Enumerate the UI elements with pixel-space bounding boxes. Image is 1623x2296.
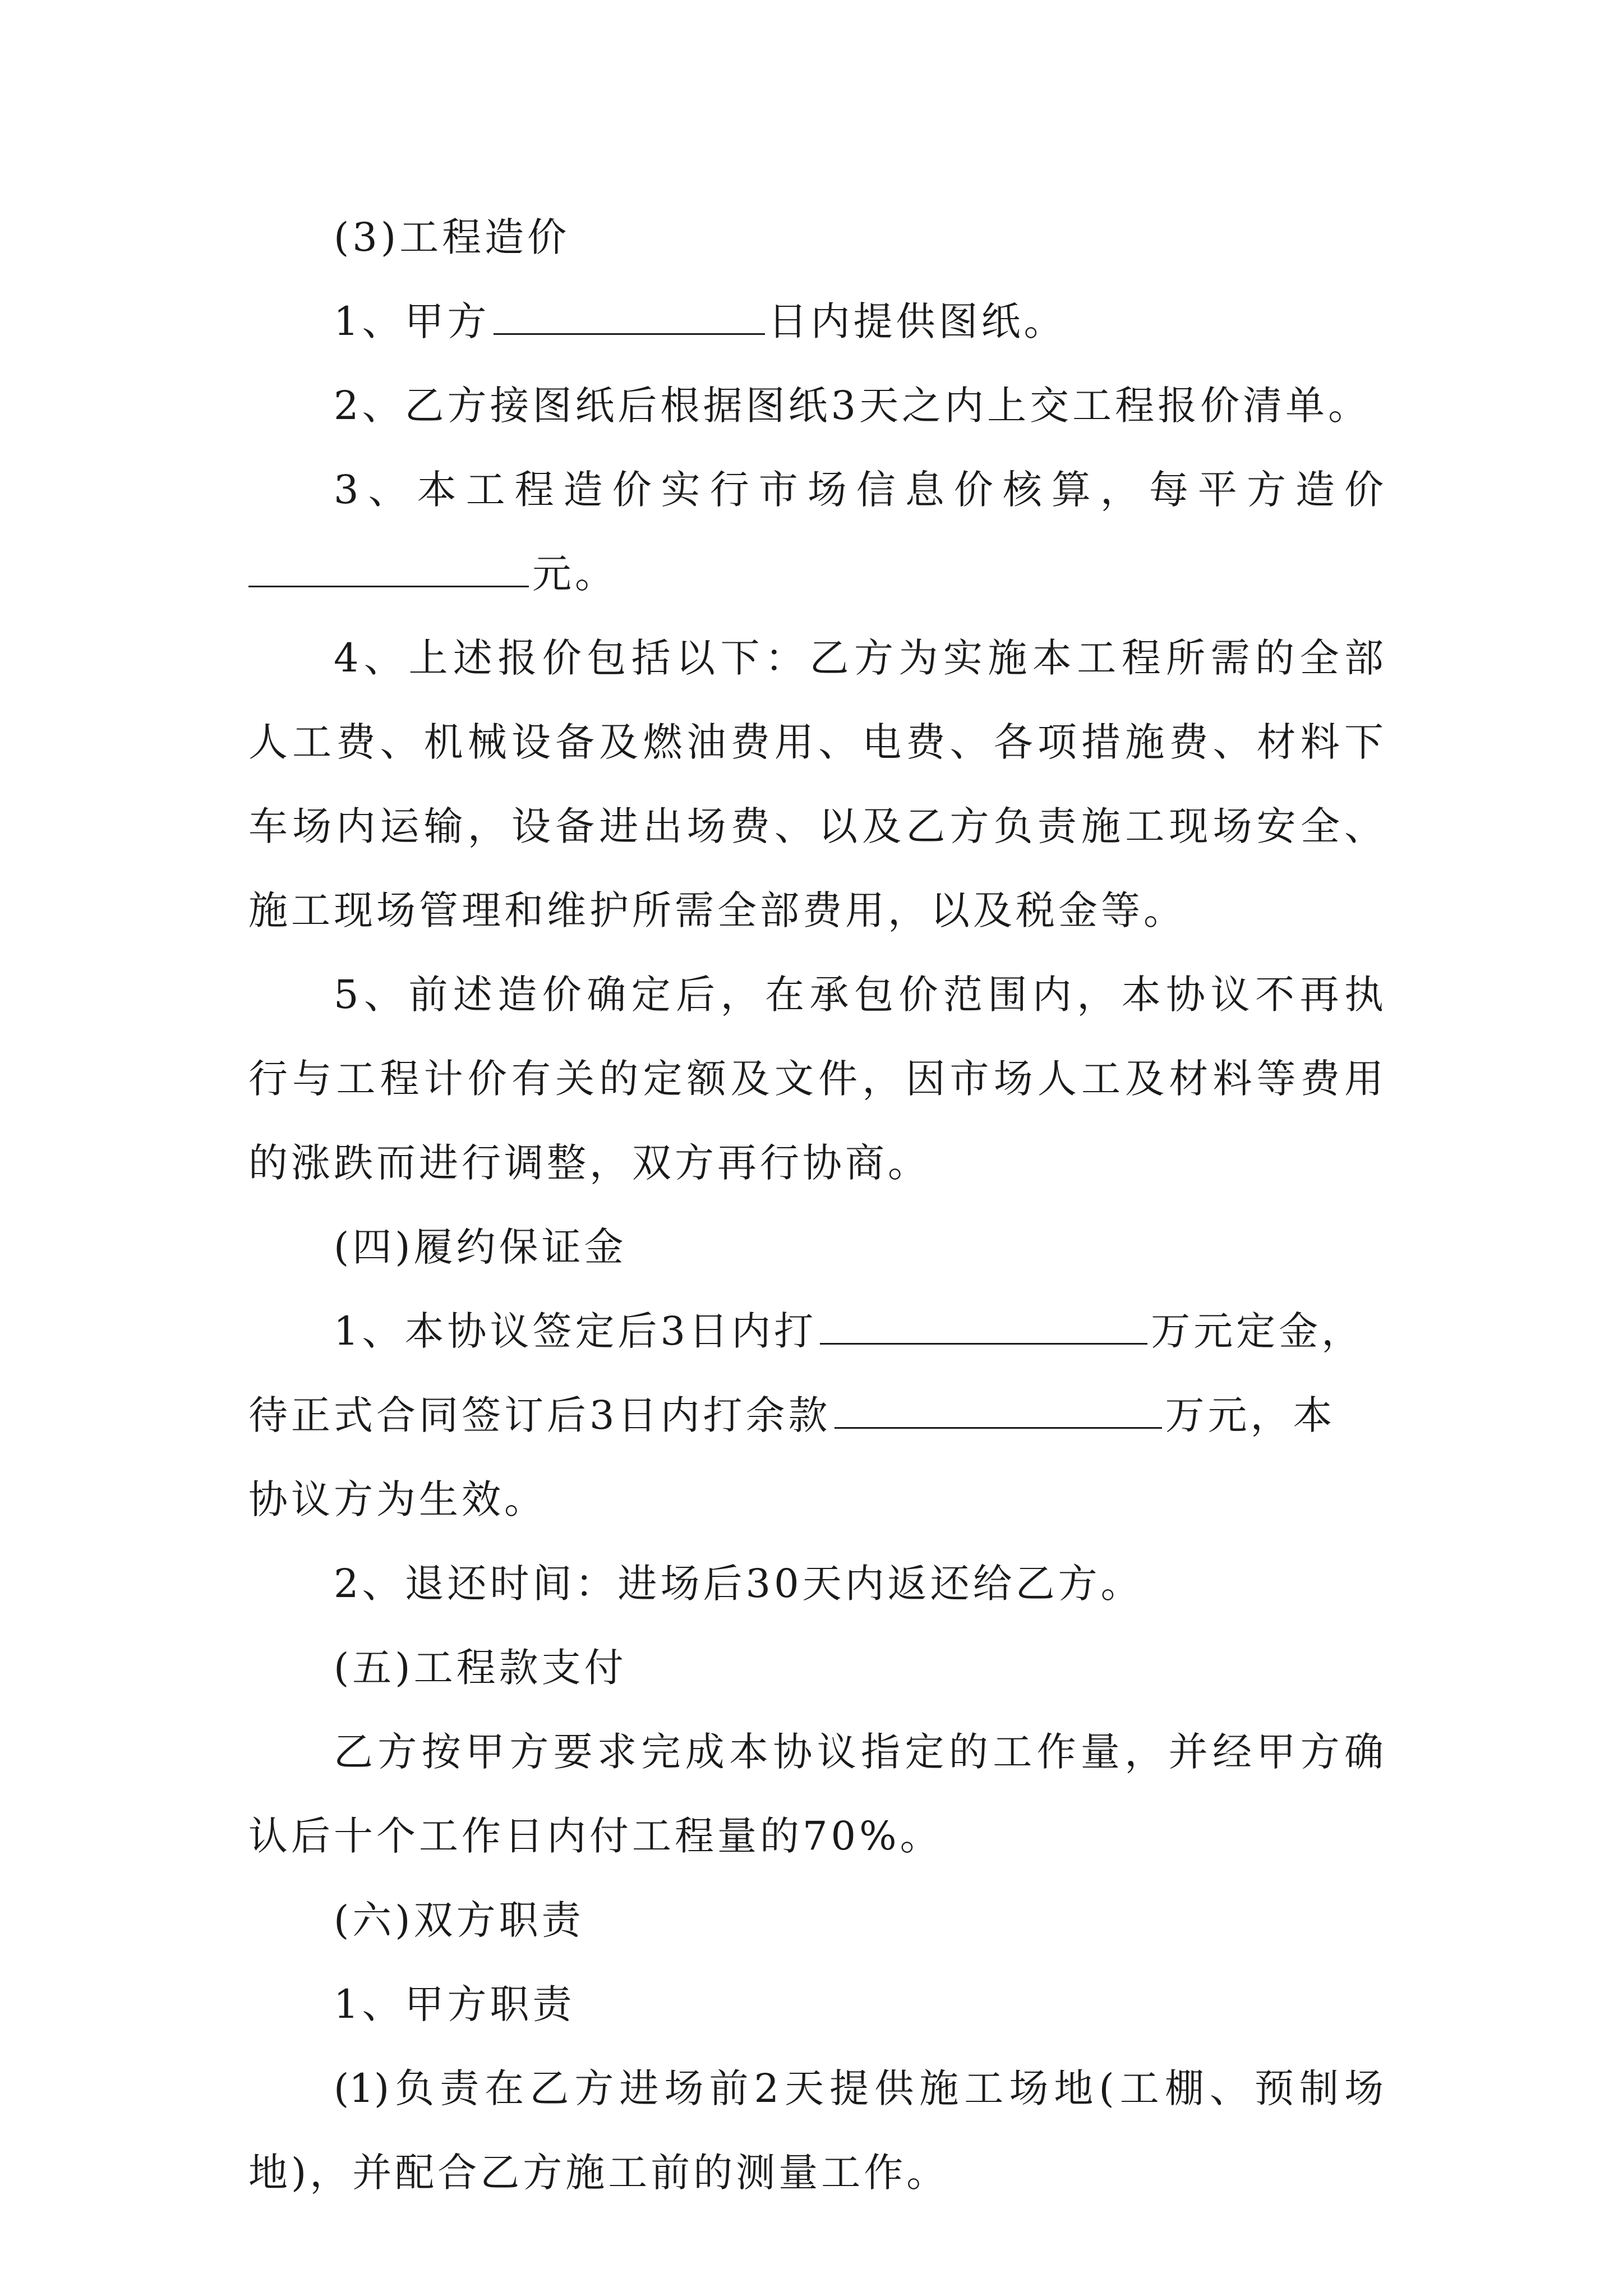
text: (3)工程造价	[334, 214, 570, 260]
text: 待正式合同签订后3日内打余款	[248, 1392, 831, 1438]
paragraph-item-5-cont	[248, 1138, 930, 1188]
text: 5、前述造价确定后，在承包价范围内，本协议不再执	[334, 972, 1384, 1018]
fill-in-blank	[494, 298, 765, 335]
text: 万元，本	[1165, 1392, 1336, 1438]
text: 地)，并配合乙方施工前的测量工作。	[248, 2150, 949, 2196]
subheading-party-a-duties	[248, 1979, 575, 2030]
text: 1、甲方	[334, 298, 490, 344]
fill-in-blank	[834, 1392, 1162, 1429]
paragraph-item-4-cont	[248, 801, 1384, 852]
paragraph-item-2	[248, 380, 1371, 431]
text: 1、本协议签定后3日内打	[334, 1308, 817, 1354]
paragraph-deposit-1	[248, 1306, 1364, 1356]
text: (五)工程款支付	[334, 1645, 627, 1691]
paragraph-duty-1	[248, 2063, 1384, 2114]
text: 万元定金，	[1151, 1308, 1364, 1354]
fill-in-blank	[248, 551, 529, 587]
text: 施工现场管理和维护所需全部费用，以及税金等。	[248, 887, 1186, 933]
text: 日内提供图纸。	[768, 298, 1067, 344]
paragraph-item-4	[248, 633, 1384, 683]
text: 认后十个工作日内付工程量的70%。	[248, 1813, 943, 1859]
text: (四)履约保证金	[334, 1224, 627, 1270]
paragraph-item-3-cont	[248, 549, 617, 599]
text: 1、甲方职责	[334, 1981, 575, 2027]
paragraph-item-3	[248, 464, 1384, 515]
paragraph-item-4-cont	[248, 885, 1186, 936]
text: 车场内运输，设备进出场费、以及乙方负责施工现场安全、	[248, 803, 1384, 849]
paragraph-payment	[248, 1727, 1384, 1777]
text: 2、退还时间：进场后30天内返还给乙方。	[334, 1561, 1144, 1607]
section-heading-cost	[248, 212, 570, 263]
paragraph-deposit-1-cont	[248, 1390, 1336, 1441]
section-heading-deposit	[248, 1222, 627, 1272]
paragraph-item-1	[248, 296, 1067, 347]
text: 的涨跌而进行调整，双方再行协商。	[248, 1140, 930, 1186]
section-heading-duties	[248, 1895, 584, 1945]
text: 3、本工程造价实行市场信息价核算，每平方造价	[334, 467, 1384, 513]
text: (1)负责在乙方进场前2天提供施工场地(工棚、预制场	[334, 2065, 1384, 2111]
paragraph-item-5-cont	[248, 1053, 1384, 1104]
text: (六)双方职责	[334, 1897, 584, 1943]
text: 2、乙方接图纸后根据图纸3天之内上交工程报价清单。	[334, 383, 1371, 429]
fill-in-blank	[820, 1308, 1147, 1345]
text: 协议方为生效。	[248, 1476, 547, 1522]
text: 乙方按甲方要求完成本协议指定的工作量，并经甲方确	[334, 1729, 1384, 1775]
text: 元。	[532, 551, 617, 597]
text: 4、上述报价包括以下：乙方为实施本工程所需的全部	[334, 635, 1384, 681]
paragraph-deposit-2	[248, 1558, 1144, 1609]
paragraph-item-5	[248, 969, 1384, 1020]
text: 人工费、机械设备及燃油费用、电费、各项措施费、材料下	[248, 719, 1384, 765]
section-heading-payment	[248, 1642, 627, 1693]
paragraph-payment-cont	[248, 1811, 943, 1861]
paragraph-duty-1-cont	[248, 2147, 949, 2198]
text: 行与工程计价有关的定额及文件，因市场人工及材料等费用	[248, 1056, 1384, 1102]
paragraph-deposit-1-cont	[248, 1474, 547, 1525]
paragraph-item-4-cont	[248, 717, 1384, 767]
